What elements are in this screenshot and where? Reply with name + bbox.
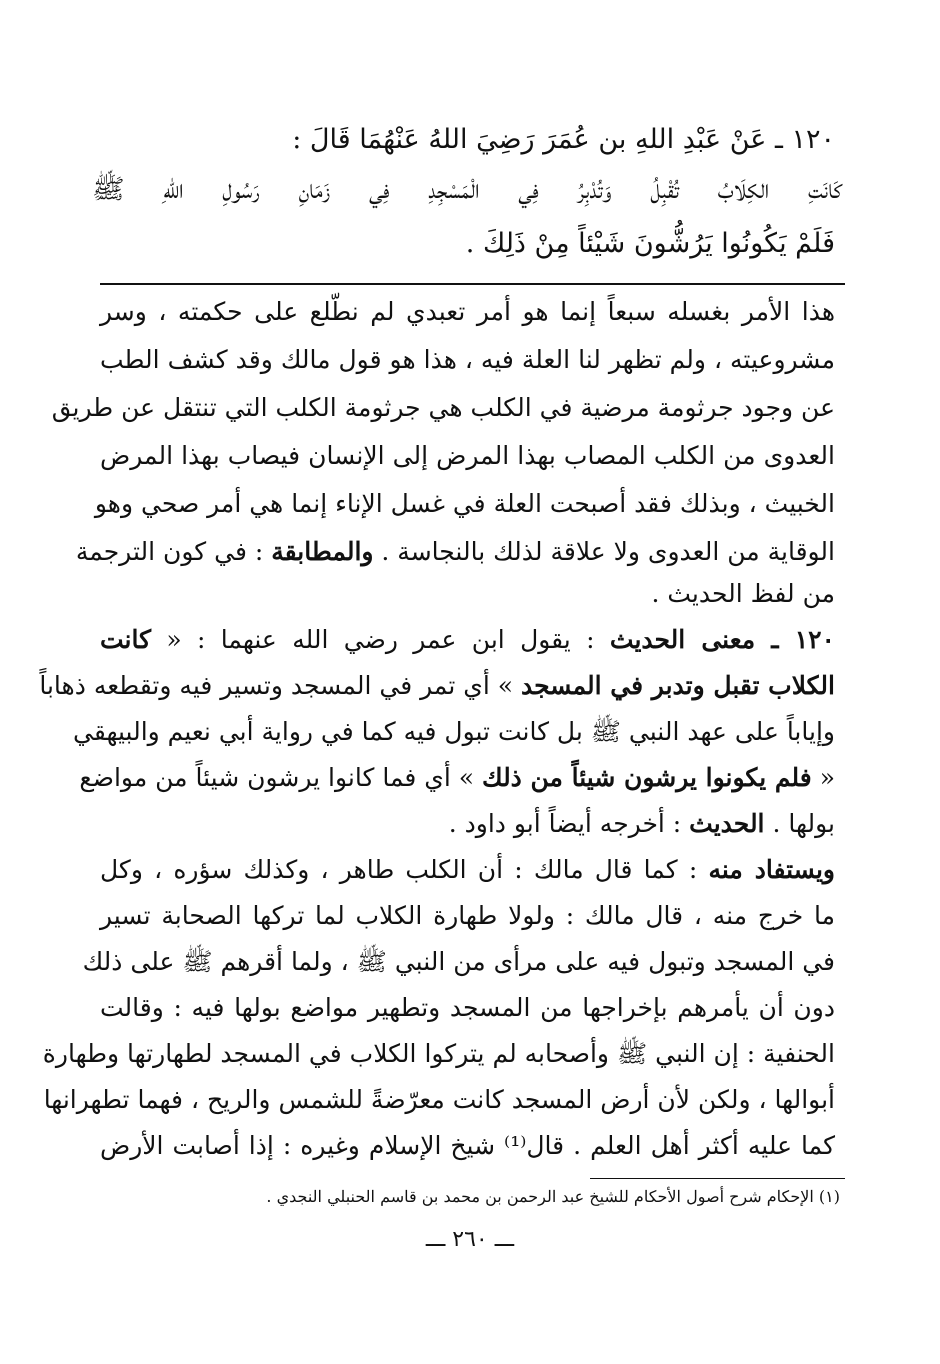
benefits-line-1-text: : كما قال مالك : أن الكلب طاهر ، وكذلك سؤره ، وكل	[100, 855, 709, 884]
benefits-line-7: كما عليه أكثر أهل العلم . قال⁽¹⁾ شيخ الإسلام وغيره : إذا أصابت الأرض	[100, 1131, 835, 1160]
footnote: (١) الإحكام شرح أصول الأحكام للشيخ عبد الرحمن بن محمد بن قاسم الحنبلي النجدي .	[266, 1187, 840, 1206]
hadith-line-1: ١٢٠ ـ عَنْ عَبْدِ اللهِ بن عُمَرَ رَضِيَ اللهُ عَنْهُمَا قَالَ :	[292, 124, 835, 155]
commentary-line-1: هذا الأمر بغسله سبعاً إنما هو أمر تعبدي لم نطّلع على حكمته ، وسر	[100, 297, 835, 326]
benefits-line-1	[100, 848, 835, 892]
hadith-line-3: فَلَمْ يَكُونُوا يَرُشُّونَ شَيْئاً مِنْ ذَلِكَ .	[465, 228, 835, 259]
page-number: ـــ ٢٦٠ ـــ	[425, 1227, 515, 1252]
benefits-heading: ويستفاد منه	[708, 855, 836, 884]
meaning-line-5	[100, 802, 835, 846]
hadith-line-2: كَانَتِ الكِلَابُ تُقْبِلُ وَتُدْبِرُ فِي الْمَسْجِدِ فِي زَمَانِ رَسُولِ اللهِ ﷺ	[92, 174, 842, 205]
meaning-line-4-text: » أي فما كانوا يرشون شيئاً من مواضع	[79, 763, 482, 792]
commentary-line-5: الخبيث ، وبذلك فقد أصبحت العلة في غسل الإناء إنما هي أمر صحي وهو	[94, 489, 835, 518]
meaning-line-1-text: : يقول ابن عمر رضي الله عنهما : «	[151, 625, 610, 654]
benefits-line-4: دون أن يأمرهم بإخراجها من المسجد وتطهير مواضع بولها فيه : وقالت	[100, 993, 835, 1022]
hadith-source-label: الحديث	[689, 809, 765, 838]
meaning-quote-2-bold: فلم يكونوا يرشون شيئاً من ذلك	[482, 763, 812, 792]
commentary-line-2: مشروعيته ، ولم تظهر لنا العلة فيه ، هذا هو قول مالك وقد كشف الطب	[100, 345, 835, 374]
commentary-line-6-tail: : في كون الترجمة	[75, 537, 272, 566]
commentary-line-7: من لفظ الحديث .	[651, 579, 835, 608]
commentary-line-4: العدوى من الكلب المصاب بهذا المرض إلى الإنسان فيصاب بهذا المرض	[100, 441, 835, 470]
meaning-line-2	[39, 664, 835, 708]
meaning-line-5-text: بولها .	[764, 809, 835, 838]
meaning-quote-start: كانت	[100, 625, 152, 654]
correspondence-label: والمطابقة	[271, 537, 374, 566]
hadith-separator-rule	[100, 283, 845, 285]
meaning-line-1	[100, 618, 835, 662]
benefits-line-5: الحنفية : إن النبي ﷺ وأصحابه لم يتركوا الكلاب في المسجد لطهارتها وطهارة	[42, 1039, 835, 1068]
meaning-line-4-open: «	[811, 763, 835, 792]
meaning-quote-bold: الكلاب تقبل وتدبر في المسجد	[521, 671, 835, 700]
benefits-line-2: ما خرج منه ، قال مالك : ولولا طهارة الكلاب لما تركها الصحابة تسير	[100, 901, 835, 930]
meaning-heading: ١٢٠ ـ معنى الحديث	[609, 625, 835, 654]
benefits-line-6: أبوالها ، ولكن لأن أرض المسجد كانت معرّضةً للشمس والريح ، فهما تطهرانها	[43, 1085, 835, 1114]
commentary-line-6	[75, 530, 835, 574]
benefits-line-3: في المسجد وتبول فيه على مرأى من النبي ﷺ ، ولما أقرهم ﷺ على ذلك	[82, 947, 835, 976]
footnote-rule	[590, 1178, 845, 1179]
commentary-line-6-text: الوقاية من العدوى ولا علاقة لذلك بالنجاسة .	[373, 537, 835, 566]
meaning-line-4	[79, 756, 835, 800]
meaning-line-2-text: » أي تمر في المسجد وتسير فيه وتقطعه ذهاباً	[39, 671, 521, 700]
commentary-line-3: عن وجود جرثومة مرضية في الكلب هي جرثومة الكلب التي تنتقل عن طريق	[51, 393, 835, 422]
meaning-line-5-tail: : أخرجه أيضاً أبو داود .	[448, 809, 690, 838]
meaning-line-3: وإياباً على عهد النبي ﷺ بل كانت تبول فيه كما في رواية أبي نعيم والبيهقي	[73, 717, 835, 746]
